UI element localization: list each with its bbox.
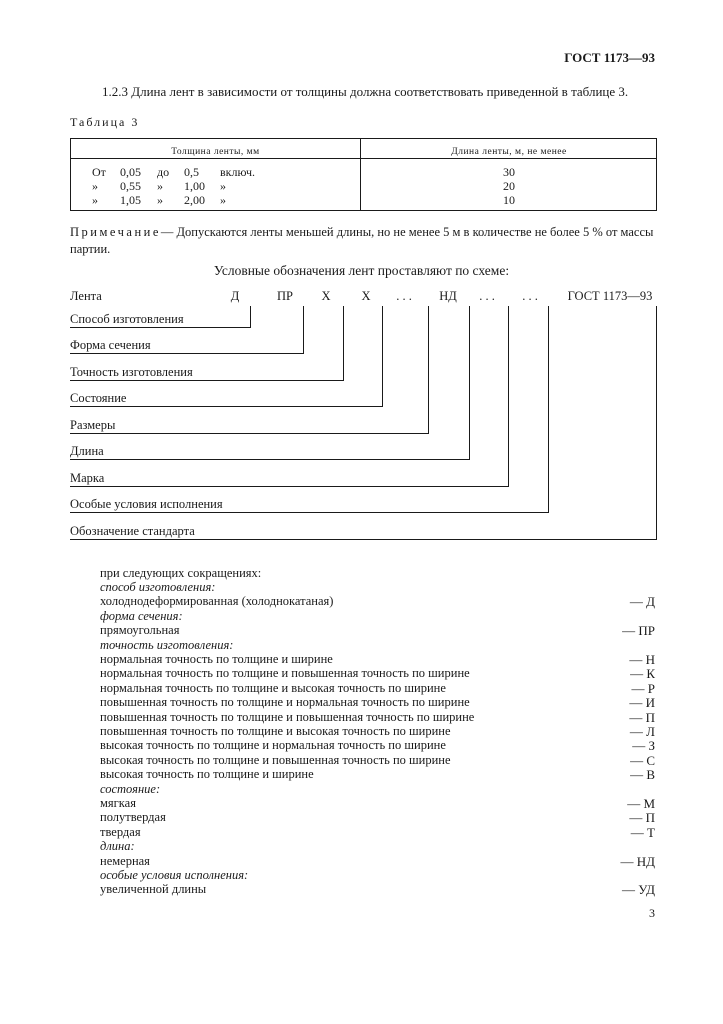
abbreviation-code: — Д xyxy=(629,594,655,610)
scheme-connector-h xyxy=(70,433,429,434)
scheme-connector-h xyxy=(70,353,304,354)
abbreviation-item: немерная xyxy=(100,853,150,868)
abbreviation-code: — К xyxy=(630,666,655,682)
scheme-connector-v xyxy=(250,306,251,328)
scheme-connector-v xyxy=(469,306,470,460)
abbreviation-category: форма сечения: xyxy=(100,608,183,623)
scheme-connector-h xyxy=(70,459,470,460)
scheme-word: Лента xyxy=(70,289,102,303)
scheme-connector-v xyxy=(548,306,549,513)
scheme-connector-h xyxy=(70,486,509,487)
scheme-connector-v xyxy=(428,306,429,434)
abbreviation-category: точность изготовления: xyxy=(100,637,234,652)
abbreviation-item: высокая точность по толщине и повышенная точность по ширине xyxy=(100,752,451,767)
table-cell-c1: От xyxy=(92,165,106,179)
table-cell-c4: 1,00 xyxy=(184,179,205,193)
table-cell-length: 10 xyxy=(503,193,515,207)
abbreviation-item: увеличенной длины xyxy=(100,882,207,897)
abbreviation-code: — Р xyxy=(631,680,655,696)
scheme-label: Марка xyxy=(70,471,105,485)
abbreviation-code: — З xyxy=(632,738,655,754)
scheme-connector-h xyxy=(70,380,344,381)
table-cell-c2: 0,05 xyxy=(120,165,141,179)
abbreviation-item: нормальная точность по толщине и ширине xyxy=(100,652,333,666)
table-cell-c1: » xyxy=(92,179,98,193)
abbreviation-item: высокая точность по толщине и ширине xyxy=(100,767,314,782)
table-header-thickness: Толщина ленты, мм xyxy=(171,147,260,157)
abbreviation-item: повышенная точность по толщине и высокая точность по ширине xyxy=(100,724,451,738)
table-header-length: Длина ленты, м, не менее xyxy=(451,147,567,157)
table-cell-c1: » xyxy=(92,193,98,207)
scheme-connector-h xyxy=(70,512,549,513)
table-cell-c2: 0,55 xyxy=(120,179,141,193)
table-cell-c4: 2,00 xyxy=(184,193,205,207)
scheme-connector-v xyxy=(508,306,509,487)
scheme-label: Размеры xyxy=(70,418,116,432)
abbreviation-code: — НД xyxy=(620,853,655,869)
abbreviation-item: полутвердая xyxy=(100,810,166,825)
scheme-label: Обозначение стандарта xyxy=(70,524,195,538)
page-number: 3 xyxy=(649,906,655,920)
scheme-label: Форма сечения xyxy=(70,338,151,352)
table-cell-c5: » xyxy=(220,193,226,207)
table-cell-c5: » xyxy=(220,179,226,193)
table-cell-c4: 0,5 xyxy=(184,165,199,179)
table-cell-c2: 1,05 xyxy=(120,193,141,207)
abbreviation-code: — Н xyxy=(629,652,655,667)
scheme-connector-v xyxy=(303,306,304,354)
note-text: — Допускаются ленты меньшей длины, но не менее 5 м в количестве не более 5 % от массы партии. xyxy=(70,225,654,256)
scheme-code: Х xyxy=(361,289,371,303)
abbreviation-category: особые условия исполнения: xyxy=(100,868,249,882)
abbreviation-item: холоднодеформированная (холоднокатаная) xyxy=(100,594,334,609)
abbreviation-code: — УД xyxy=(621,882,655,898)
abbreviation-item: повышенная точность по толщине и повышенная точность по ширине xyxy=(100,709,475,724)
table-caption: Таблица 3 xyxy=(70,115,140,129)
scheme-code: ПР xyxy=(277,289,293,303)
abbreviation-item: повышенная точность по толщине и нормальная точность по ширине xyxy=(100,695,470,710)
abbreviation-code: — ПР xyxy=(622,623,655,639)
scheme-label: Особые условия исполнения xyxy=(70,497,223,511)
abbreviation-code: — И xyxy=(629,695,655,711)
table-note xyxy=(70,224,660,258)
scheme-connector-h xyxy=(70,539,657,540)
scheme-label: Длина xyxy=(70,444,104,458)
abbreviation-code: — Л xyxy=(629,724,655,739)
abbreviation-item: нормальная точность по толщине и высокая точность по ширине xyxy=(100,680,446,695)
scheme-label: Способ изготовления xyxy=(70,312,184,326)
abbreviation-code: — С xyxy=(630,752,655,768)
abbreviation-item: прямоугольная xyxy=(100,623,180,638)
scheme-connector-v xyxy=(382,306,383,407)
abbreviation-code: — П xyxy=(629,810,655,826)
table-cell-c3: » xyxy=(157,179,163,193)
abbreviations-intro: при следующих сокращениях: xyxy=(100,566,262,580)
scheme-code: Д xyxy=(230,289,240,303)
table-cell-c3: до xyxy=(157,165,170,179)
scheme-connector-h xyxy=(70,406,383,407)
scheme-code: . . . xyxy=(479,289,495,303)
scheme-code: ГОСТ 1173—93 xyxy=(567,289,653,303)
standard-number: ГОСТ 1173—93 xyxy=(564,50,655,65)
scheme-label: Точность изготовления xyxy=(70,365,193,379)
scheme-connector-h xyxy=(70,327,251,328)
abbreviation-code: — В xyxy=(630,767,655,783)
scheme-code: . . . xyxy=(396,289,412,303)
abbreviation-item: нормальная точность по толщине и повышенная точность по ширине xyxy=(100,666,470,681)
table-cell-c3: » xyxy=(157,193,163,207)
abbreviation-code: — П xyxy=(629,709,655,725)
scheme-code: НД xyxy=(439,289,457,303)
abbreviation-category: состояние: xyxy=(100,781,161,796)
abbreviation-category: длина: xyxy=(100,839,135,854)
abbreviation-item: мягкая xyxy=(100,796,136,810)
abbreviation-code: — М xyxy=(627,796,655,811)
abbreviation-category: способ изготовления: xyxy=(100,580,216,594)
scheme-connector-v xyxy=(343,306,344,381)
intro-paragraph: 1.2.3 Длина лент в зависимости от толщины должна соответствовать приведенной в таблице 3. xyxy=(102,84,629,99)
table-cell-length: 30 xyxy=(503,165,515,179)
table-cell-c5: включ. xyxy=(220,165,256,179)
scheme-connector-v xyxy=(656,306,657,540)
scheme-code: . . . xyxy=(522,289,538,303)
scheme-code: Х xyxy=(321,289,331,303)
abbreviation-item: высокая точность по толщине и нормальная точность по ширине xyxy=(100,738,446,753)
table-cell-length: 20 xyxy=(503,179,515,193)
abbreviation-code: — Т xyxy=(630,824,655,840)
note-label: Примечание xyxy=(70,225,161,239)
scheme-title: Условные обозначения лент проставляют по схеме: xyxy=(213,263,510,278)
scheme-label: Состояние xyxy=(70,391,127,405)
abbreviation-item: твердая xyxy=(100,824,141,839)
